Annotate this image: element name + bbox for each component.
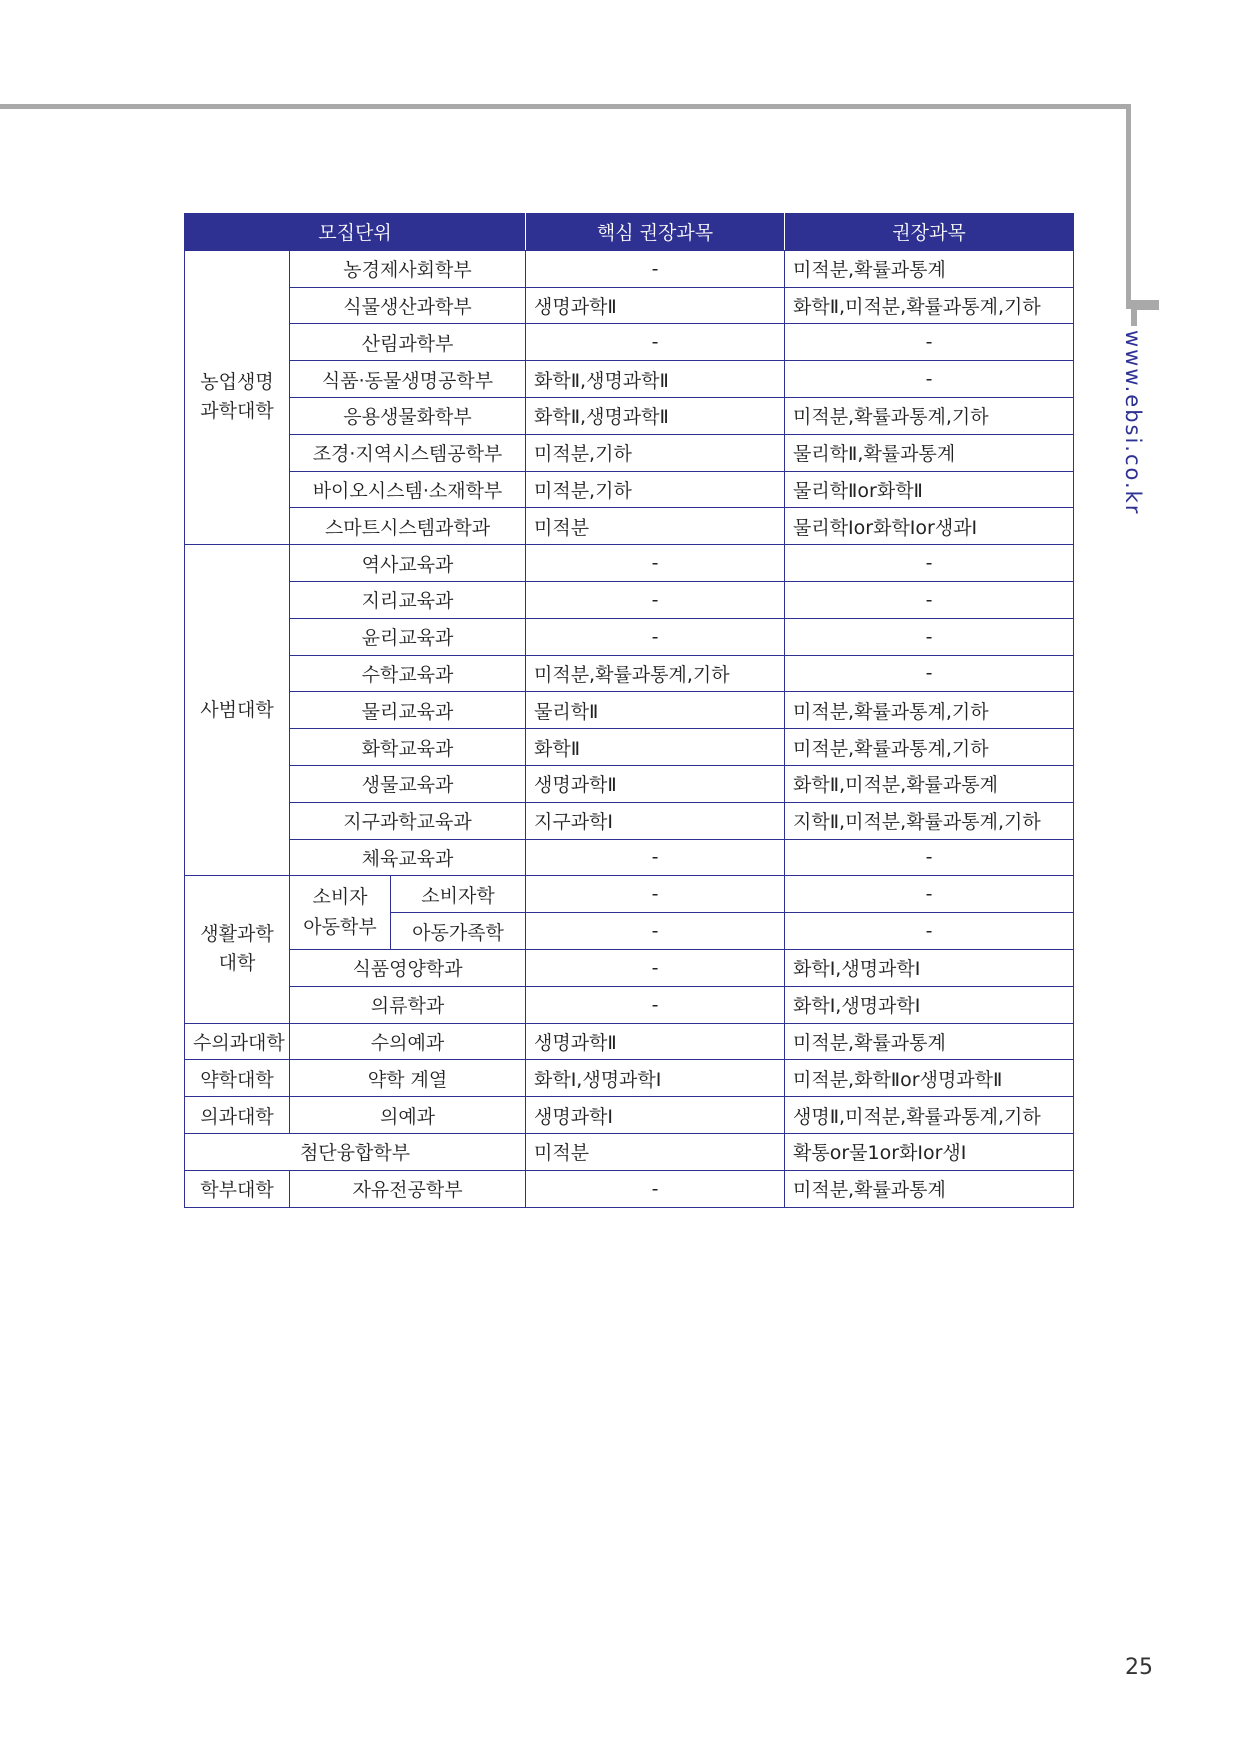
table-row	[185, 729, 1074, 766]
rec-cell: 물리학Ⅱor화학Ⅱ	[785, 471, 1074, 508]
core-cell: -	[526, 949, 785, 986]
frame-top-line	[0, 104, 1130, 109]
rec-cell: 미적분,확률과통계,기하	[785, 729, 1074, 766]
rec-cell: -	[785, 913, 1074, 950]
table-row	[185, 1133, 1074, 1170]
rec-cell: -	[785, 618, 1074, 655]
rec-cell: -	[785, 324, 1074, 361]
rec-cell: -	[785, 361, 1074, 398]
header-recommended: 권장과목	[785, 214, 1074, 251]
table-row	[185, 361, 1074, 398]
core-cell: 미적분,기하	[526, 471, 785, 508]
dept-cell: 조경·지역시스템공학부	[290, 434, 526, 471]
table-row	[185, 1023, 1074, 1060]
rec-cell: -	[785, 876, 1074, 913]
dept-cell: 지리교육과	[290, 581, 526, 618]
core-cell: 생명과학Ⅱ	[526, 765, 785, 802]
college-cell	[185, 250, 290, 544]
rec-cell: -	[785, 839, 1074, 876]
table-row	[185, 287, 1074, 324]
dept-cell: 화학교육과	[290, 729, 526, 766]
dept-cell: 응용생물화학부	[290, 397, 526, 434]
core-cell: -	[526, 876, 785, 913]
dept-group-line2: 아동학부	[303, 915, 377, 938]
table-row	[185, 397, 1074, 434]
core-cell: 지구과학Ⅰ	[526, 802, 785, 839]
table-row	[185, 1170, 1074, 1207]
dept-cell: 윤리교육과	[290, 618, 526, 655]
table-row	[185, 802, 1074, 839]
page-number: 25	[1125, 1655, 1153, 1680]
table-row	[185, 692, 1074, 729]
dept-cell: 스마트시스템과학과	[290, 508, 526, 545]
sub-dept-cell: 아동가족학	[391, 913, 526, 950]
table-row	[185, 581, 1074, 618]
core-cell: 화학Ⅱ	[526, 729, 785, 766]
table-row	[185, 471, 1074, 508]
table-row	[185, 655, 1074, 692]
core-cell: -	[526, 1170, 785, 1207]
dept-cell: 체육교육과	[290, 839, 526, 876]
table-row	[185, 949, 1074, 986]
core-cell: 생명과학Ⅱ	[526, 1023, 785, 1060]
core-cell: -	[526, 250, 785, 287]
rec-cell: 생명Ⅱ,미적분,확률과통계,기하	[785, 1097, 1074, 1134]
table-row	[185, 618, 1074, 655]
table-row	[185, 876, 1074, 913]
dept-cell: 자유전공학부	[290, 1170, 526, 1207]
rec-cell: 화학Ⅱ,미적분,확률과통계,기하	[785, 287, 1074, 324]
dept-cell: 약학 계열	[290, 1060, 526, 1097]
table-row	[185, 1097, 1074, 1134]
core-cell: -	[526, 913, 785, 950]
table-row	[185, 986, 1074, 1023]
college-cell: 약학대학	[185, 1060, 290, 1097]
core-cell: 화학Ⅱ,생명과학Ⅱ	[526, 397, 785, 434]
core-cell: 화학Ⅰ,생명과학Ⅰ	[526, 1060, 785, 1097]
core-cell: 미적분,기하	[526, 434, 785, 471]
dept-cell: 바이오시스템·소재학부	[290, 471, 526, 508]
rec-cell: 미적분,화학Ⅱor생명과학Ⅱ	[785, 1060, 1074, 1097]
dept-cell: 농경제사회학부	[290, 250, 526, 287]
rec-cell: 지학Ⅱ,미적분,확률과통계,기하	[785, 802, 1074, 839]
header-unit: 모집단위	[185, 214, 526, 251]
dept-cell: 식물생산과학부	[290, 287, 526, 324]
dept-cell: 식품·동물생명공학부	[290, 361, 526, 398]
rec-cell: 화학Ⅱ,미적분,확률과통계	[785, 765, 1074, 802]
table-row	[185, 508, 1074, 545]
rec-cell: 물리학Ⅱ,확률과통계	[785, 434, 1074, 471]
core-cell: -	[526, 324, 785, 361]
rec-cell: -	[785, 655, 1074, 692]
rec-cell: 미적분,확률과통계,기하	[785, 397, 1074, 434]
college-name-line2: 과학대학	[200, 400, 274, 423]
rec-cell: 물리학Ⅰor화학Ⅰor생과Ⅰ	[785, 508, 1074, 545]
rec-cell: 미적분,확률과통계	[785, 250, 1074, 287]
college-cell: 학부대학	[185, 1170, 290, 1207]
core-cell: 미적분	[526, 508, 785, 545]
dept-cell: 물리교육과	[290, 692, 526, 729]
college-cell: 의과대학	[185, 1097, 290, 1134]
college-name-line2: 대학	[218, 952, 256, 975]
core-cell: 미적분	[526, 1133, 785, 1170]
core-cell: -	[526, 986, 785, 1023]
table-row	[185, 250, 1074, 287]
dept-cell: 생물교육과	[290, 765, 526, 802]
site-url: www.ebsi.co.kr	[1121, 330, 1145, 516]
core-cell: 미적분,확률과통계,기하	[526, 655, 785, 692]
table-header-row	[185, 214, 1074, 251]
table-row	[185, 434, 1074, 471]
college-cell: 사범대학	[185, 545, 290, 876]
dept-cell: 의예과	[290, 1097, 526, 1134]
dept-group-cell	[290, 876, 391, 950]
dept-cell: 의류학과	[290, 986, 526, 1023]
college-name-line1: 생활과학	[200, 923, 274, 945]
core-cell: 생명과학Ⅱ	[526, 287, 785, 324]
core-cell: -	[526, 581, 785, 618]
core-cell: -	[526, 545, 785, 582]
rec-cell: 미적분,확률과통계,기하	[785, 692, 1074, 729]
dept-cell: 수학교육과	[290, 655, 526, 692]
table-row	[185, 545, 1074, 582]
rec-cell: 미적분,확률과통계	[785, 1023, 1074, 1060]
rec-cell: -	[785, 545, 1074, 582]
table-row	[185, 839, 1074, 876]
rec-cell: 화학Ⅰ,생명과학Ⅰ	[785, 949, 1074, 986]
recommended-subjects-table	[184, 213, 1074, 1208]
core-cell: -	[526, 618, 785, 655]
frame-right-line	[1126, 104, 1131, 309]
dept-cell: 역사교육과	[290, 545, 526, 582]
header-core: 핵심 권장과목	[526, 214, 785, 251]
core-cell: 화학Ⅱ,생명과학Ⅱ	[526, 361, 785, 398]
college-cell	[185, 876, 290, 1023]
dept-cell: 첨단융합학부	[185, 1133, 526, 1170]
sub-dept-cell: 소비자학	[391, 876, 526, 913]
table-row	[185, 324, 1074, 361]
dept-cell: 수의예과	[290, 1023, 526, 1060]
core-cell: 생명과학Ⅰ	[526, 1097, 785, 1134]
table-row	[185, 765, 1074, 802]
rec-cell: 미적분,확률과통계	[785, 1170, 1074, 1207]
rec-cell: 확통or물1or화Ⅰor생Ⅰ	[785, 1133, 1074, 1170]
rec-cell: -	[785, 581, 1074, 618]
dept-cell: 지구과학교육과	[290, 802, 526, 839]
dept-cell: 식품영양학과	[290, 949, 526, 986]
rec-cell: 화학Ⅰ,생명과학Ⅰ	[785, 986, 1074, 1023]
dept-cell: 산림과학부	[290, 324, 526, 361]
core-cell: 물리학Ⅱ	[526, 692, 785, 729]
core-cell: -	[526, 839, 785, 876]
frame-tab-mark-vertical	[1131, 300, 1137, 326]
college-name-line1: 농업생명	[200, 371, 274, 394]
dept-group-line1: 소비자	[312, 886, 368, 909]
college-cell: 수의과대학	[185, 1023, 290, 1060]
table-row	[185, 1060, 1074, 1097]
